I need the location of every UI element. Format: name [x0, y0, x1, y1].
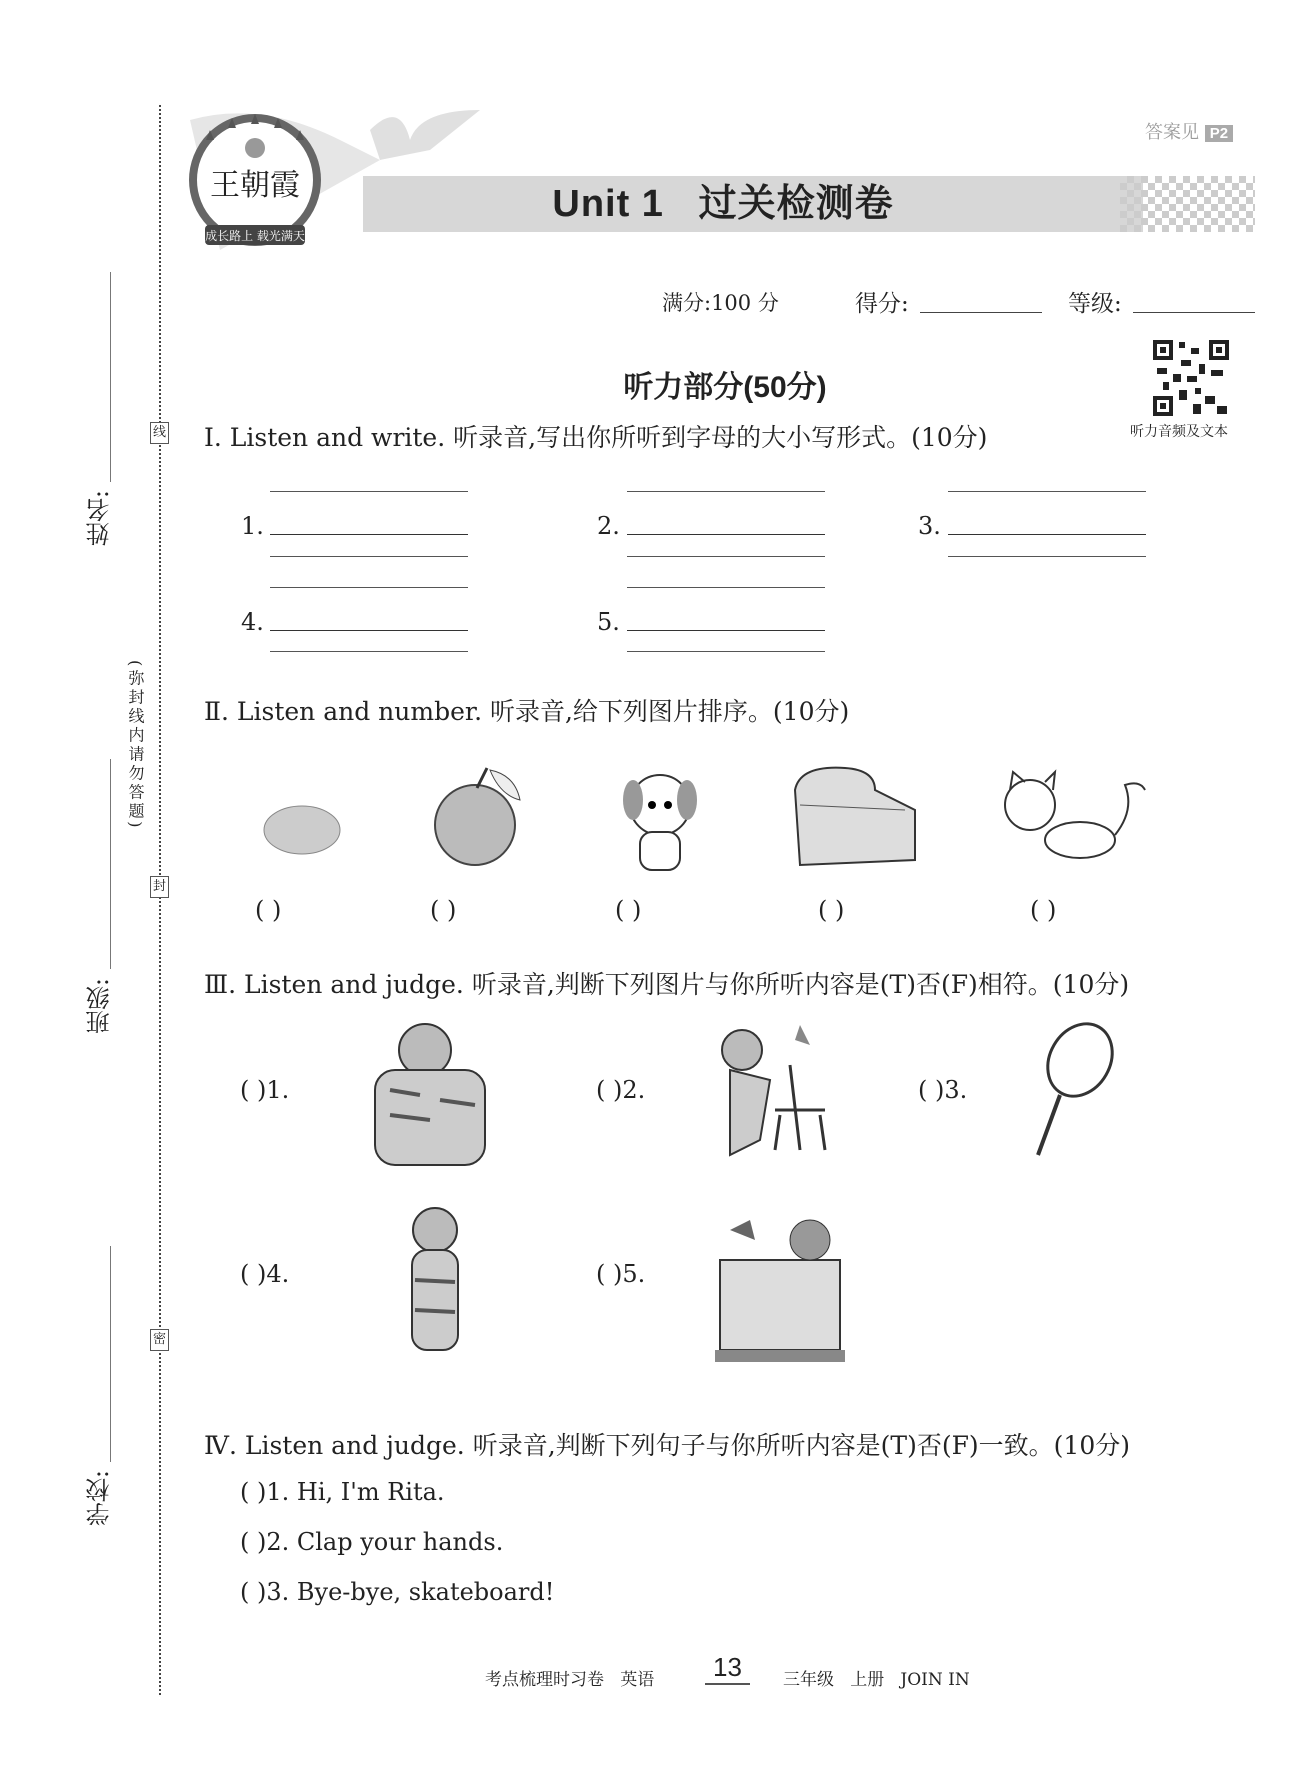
full-score: 满分:100 分: [662, 291, 779, 315]
writing-line: [627, 491, 825, 492]
section-3-heading: Ⅲ. Listen and judge. 听录音,判断下列图片与你所听内容是(T)否(F)相符。(10分): [204, 970, 1130, 999]
answer-ref-label: 答案见: [1145, 122, 1199, 143]
sentence-item[interactable]: ( )3. Bye-bye, skateboard!: [240, 1578, 555, 1606]
name-field-line[interactable]: [110, 272, 111, 482]
class-label: 班级:: [86, 978, 114, 1035]
writing-line: [270, 651, 468, 652]
answer-blank[interactable]: ( ): [430, 896, 457, 924]
cat-icon: [1005, 772, 1145, 858]
tiger-sitting-icon: [375, 1024, 485, 1165]
answer-blank[interactable]: ( ): [818, 896, 845, 924]
answer-blank[interactable]: ( ): [255, 896, 282, 924]
egg-icon: [264, 806, 340, 854]
answer-page-badge: P2: [1205, 125, 1233, 142]
writing-line: [627, 587, 825, 588]
writing-line[interactable]: [948, 534, 1146, 535]
section-4-heading: Ⅳ. Listen and judge. 听录音,判断下列句子与你所听内容是(T)否(F)一致。(10分): [204, 1431, 1130, 1460]
apple-icon: [435, 768, 520, 865]
seal-mark-feng: 封: [150, 876, 169, 898]
bed-icon: [795, 768, 915, 865]
judge-item[interactable]: ( )1.: [240, 1076, 290, 1104]
sentence-item[interactable]: ( )2. Clap your hands.: [240, 1528, 504, 1556]
writing-line[interactable]: [627, 534, 825, 535]
writing-line: [627, 651, 825, 652]
seal-dotted-line: [159, 105, 161, 1695]
dog-icon: [623, 775, 697, 870]
judge-item[interactable]: ( )5.: [596, 1260, 646, 1288]
judge-item[interactable]: ( )2.: [596, 1076, 646, 1104]
tiger-chair-icon: [722, 1025, 825, 1155]
seal-notice: (弥封线内请勿答题): [126, 660, 145, 831]
sentence-item[interactable]: ( )1. Hi, I'm Rita.: [240, 1478, 445, 1506]
item-number: 5.: [597, 608, 620, 636]
answer-ref: [1145, 118, 1233, 144]
section-1-heading: Ⅰ. Listen and write. 听录音,写出你所听到字母的大小写形式。(10分): [204, 423, 988, 452]
judge-item[interactable]: ( )3.: [918, 1076, 968, 1104]
seal-mark-mi: 密: [150, 1329, 169, 1351]
section-2-heading: Ⅱ. Listen and number. 听录音,给下列图片排序。(10分): [204, 697, 850, 726]
school-field-line[interactable]: [110, 1246, 111, 1462]
score-label: 得分:: [855, 291, 909, 317]
grade-field[interactable]: [1133, 312, 1255, 313]
footer-right: 三年级 上册 JOIN IN: [783, 1670, 970, 1690]
score-field[interactable]: [920, 312, 1042, 313]
writing-line[interactable]: [627, 630, 825, 631]
answer-blank[interactable]: ( ): [615, 896, 642, 924]
name-label: 姓名:: [86, 490, 114, 547]
class-field-line[interactable]: [110, 759, 111, 969]
page-title: Unit 1 过关检测卷: [552, 183, 894, 225]
grade-label: 等级:: [1068, 291, 1122, 317]
item-number: 3.: [918, 512, 941, 540]
judge-item[interactable]: ( )4.: [240, 1260, 290, 1288]
tiger-standing-icon: [412, 1208, 458, 1350]
listening-title: 听力部分(50分): [623, 371, 827, 404]
writing-line: [627, 556, 825, 557]
qr-caption: 听力音频及文本: [1130, 424, 1228, 440]
writing-line[interactable]: [270, 630, 468, 631]
svg-text:王朝霞: 王朝霞: [210, 168, 300, 203]
writing-line: [948, 491, 1146, 492]
footer-left: 考点梳理时习卷 英语: [485, 1670, 655, 1690]
writing-line[interactable]: [270, 534, 468, 535]
item-number: 4.: [241, 608, 264, 636]
banner-checker-pattern: [1120, 176, 1255, 232]
tiger-desk-icon: [715, 1220, 845, 1362]
answer-blank[interactable]: ( ): [1030, 896, 1057, 924]
item-number: 2.: [597, 512, 620, 540]
seal-mark-xian: 线: [150, 422, 169, 444]
qr-code-icon[interactable]: [1153, 340, 1229, 416]
badminton-racket-icon: [1035, 1020, 1125, 1155]
school-label: 学校:: [86, 1470, 114, 1527]
writing-line: [270, 556, 468, 557]
picture-row: [255, 760, 1155, 885]
writing-line: [948, 556, 1146, 557]
judge-pictures: [370, 1020, 1170, 1380]
writing-line: [270, 491, 468, 492]
svg-text:成长路上 载光满天: 成长路上 载光满天: [205, 229, 305, 243]
writing-line: [270, 587, 468, 588]
page-number: 13: [705, 1652, 750, 1685]
item-number: 1.: [241, 512, 264, 540]
